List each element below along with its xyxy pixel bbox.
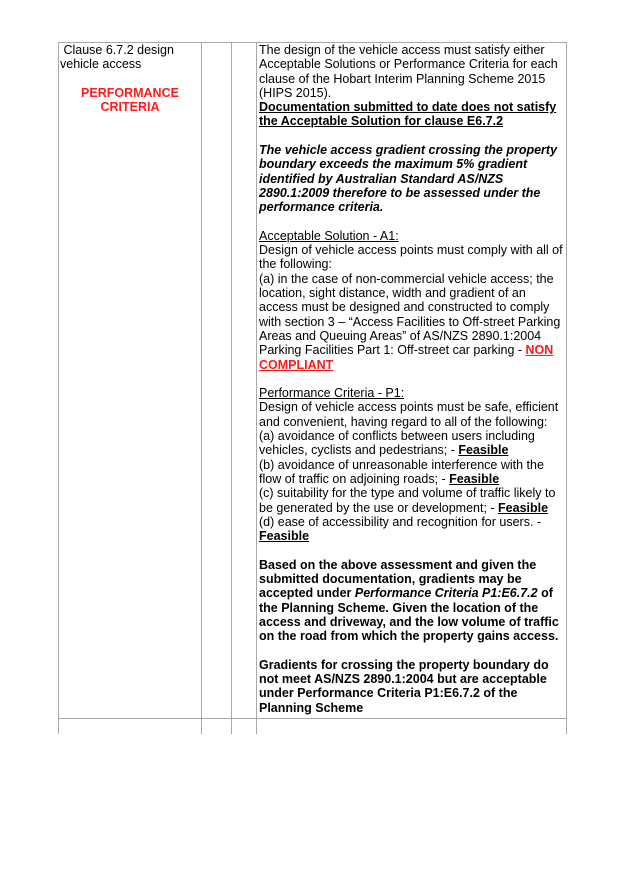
performance-criteria-intro: Design of vehicle access points must be safe, efficient and convenient, having regard to all of the following:	[259, 400, 559, 429]
assessment-part1: Based on the above assessment and given the submitted documentation, gradients may be accepted under	[259, 557, 537, 601]
table-border-right	[566, 42, 567, 734]
clause-title-line2: vehicle access	[60, 57, 142, 71]
pc-item-a-status: Feasible	[458, 443, 509, 458]
assessment-paragraph	[259, 558, 564, 644]
pc-item-c-status: Feasible	[498, 500, 549, 515]
acceptable-solution-item-a	[259, 272, 564, 372]
performance-criteria-heading: Performance Criteria - P1:	[259, 386, 405, 401]
intro-paragraph: The design of the vehicle access must satisfy either Acceptable Solutions or Performance Criteria for each clause of the Hobart Interim Planning Scheme 2015 (HIPS 2015).	[259, 43, 558, 100]
performance-criteria-label	[60, 86, 200, 114]
table-divider-1	[201, 42, 202, 734]
pc-item-b-status: Feasible	[449, 471, 500, 486]
clause-cell	[60, 43, 200, 114]
acceptable-solution-intro: Design of vehicle access points must comply with all of the following:	[259, 243, 563, 272]
pc-item-c-text: (c) suitability for the type and volume of traffic likely to be generated by the use or development; -	[259, 486, 556, 515]
acceptable-solution-heading: Acceptable Solution - A1:	[259, 228, 399, 243]
conclusion-paragraph: Gradients for crossing the property boundary do not meet AS/NZS 2890.1:2004 but are acceptable under Performance Criteria P1:E6.7.2 of the Planning Scheme	[259, 657, 549, 715]
documentation-note: Documentation submitted to date does not satisfy the Acceptable Solution for clause E6.7.2	[259, 100, 557, 129]
clause-title-line1: Clause 6.7.2 design	[60, 43, 174, 57]
non-compliant-status: NON COMPLIANT	[259, 343, 554, 372]
pc-item-c	[259, 486, 564, 515]
gradient-note: The vehicle access gradient crossing the property boundary exceeds the maximum 5% gradient identified by Australian Standard AS/NZS 2890.1:2009 therefore to be assessed under the performance criteria.	[259, 143, 558, 215]
criteria-label-line1: PERFORMANCE	[81, 86, 179, 100]
table-row-divider	[58, 718, 566, 719]
table-border-left	[58, 42, 59, 734]
pc-item-b	[259, 458, 564, 487]
pc-item-d-status: Feasible	[259, 529, 310, 544]
pc-item-d-text: (d) ease of accessibility and recognition for users. -	[259, 514, 542, 529]
assessment-criteria-ref: Performance Criteria P1:E6.7.2	[354, 586, 538, 601]
criteria-label-line2: CRITERIA	[100, 100, 160, 114]
pc-item-a-text: (a) avoidance of conflicts between users including vehicles, cyclists and pedestrians; -	[259, 429, 535, 458]
assessment-cell	[259, 43, 564, 715]
as-item-a-text: (a) in the case of non-commercial vehicle access; the location, sight distance, width and gradient of an access must be designed and constructed to comply with section 3 – “Access Facilities to Off-street Parking Areas and Queuing Areas” of AS/NZS 2890.1:2004 Parking Facilities Part 1: Off-street car parking -	[259, 271, 561, 358]
table-divider-2	[231, 42, 232, 734]
pc-item-b-text: (b) avoidance of unreasonable interference with the flow of traffic on adjoining roads; -	[259, 457, 544, 486]
assessment-part2: of the Planning Scheme. Given the location of the access and driveway, and the low volume of traffic on the road from which the property gains access.	[259, 586, 559, 644]
pc-item-a	[259, 429, 564, 458]
table-divider-3	[256, 42, 257, 734]
pc-item-d	[259, 515, 564, 544]
